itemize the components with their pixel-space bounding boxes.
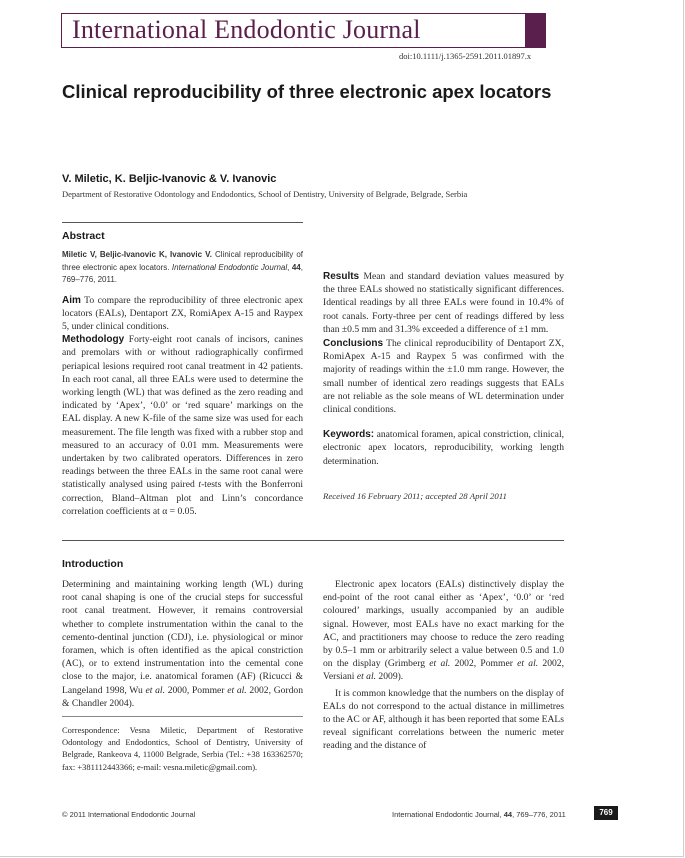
aim-text: To compare the reproducibility of three electronic apex locators (EALs), Dentaport ZX, RomiApex A-15 and Raypex 5, under clinical conditions. xyxy=(62,294,303,332)
correspondence: Correspondence: Vesna Miletic, Department of Restorative Odontology and Endodontics, School of Dentistry, University of Belgrade, Rankeova 4, 11000 Belgrade, Serbia (Tel.: +38 163362570; fax: +381112443366; e-mail: vesna.miletic@gmail.com). xyxy=(62,725,303,772)
introduction-paragraph-3: It is common knowledge that the numbers on the display of EALs do not correspond to the actual distance in millimetres to the AC or AF, although it has been reported that some EALs reveal significant correlations between the numeric meter reading and the distance of xyxy=(323,687,564,752)
results-label: Results xyxy=(323,271,360,282)
conclusions-text: The clinical reproducibility of Dentaport ZX, RomiApex A-15 and Raypex 5 was confirmed with the majority of readings within the ±1.0 mm range. However, the small number of identical zero readings suggests that EALs are not reliable as the sole means of WL determination under clinical conditions. xyxy=(323,338,564,416)
journal-color-swatch xyxy=(525,14,545,47)
abstract-left-column xyxy=(62,249,303,518)
abstract-citation xyxy=(62,249,303,287)
intro-p1-text: Determining and maintaining working length (WL) during root canal shaping is one of the crucial steps for successful root canal treatment. However, it remains controversial whether to complete instrumentation within the canal to the cemento-dentinal junction (CDJ), i.e. physiological or minor foramen, which is often identified as the apical constriction (AC), or to extend instrumentation into the cemental cone close to the major, i.e. anatomical foramen (AF) (Ricucci & Langeland 1998, Wu xyxy=(62,579,303,696)
intro-p1-etal-2: et al. xyxy=(227,684,247,696)
journal-name: International Endodontic Journal xyxy=(72,15,421,44)
methodology-text2: -tests with the Bonferroni correction, Bland–Altman plot and Linn’s concordance correlation coefficients at α = 0.05. xyxy=(62,479,303,517)
abstract-right-column xyxy=(323,231,564,468)
intro-p1-text-c: 2002, Gordon & Chandler 2004). xyxy=(62,684,304,709)
affiliation: Department of Restorative Odontology and Endodontics, School of Dentistry, University of Belgrade, Belgrade, Serbia xyxy=(62,189,468,199)
methodology-t: t xyxy=(198,479,202,491)
keywords-label: Keywords: xyxy=(323,429,375,441)
citation-sep: , xyxy=(287,262,292,272)
abstract-heading: Abstract xyxy=(62,230,105,242)
introduction-right-column xyxy=(323,552,564,753)
intro-p2-etal-1: et al. xyxy=(429,658,451,670)
received-dates: Received 16 February 2011; accepted 28 April 2011 xyxy=(323,491,507,501)
intro-p2-text-c: 2002, Versiani xyxy=(323,658,564,683)
intro-p2-etal-2: et al. xyxy=(517,658,539,670)
footer-copyright: © 2011 International Endodontic Journal xyxy=(62,810,196,819)
methodology-paragraph xyxy=(62,333,303,518)
footer-journal-reference xyxy=(392,810,566,819)
doi[interactable]: doi:10.1111/j.1365-2591.2011.01897.x xyxy=(399,51,532,61)
journal-header-box xyxy=(61,13,546,48)
authors: V. Miletic, K. Beljic-Ivanovic & V. Ivanovic xyxy=(62,173,277,185)
results-paragraph xyxy=(323,270,564,336)
citation-journal: International Endodontic Journal xyxy=(171,262,288,272)
abstract-bottom-rule xyxy=(62,540,564,541)
intro-p1-etal-1: et al. xyxy=(145,684,165,696)
citation-volume: 44 xyxy=(291,262,301,272)
citation-pages: , 769–776, 2011. xyxy=(62,262,303,284)
article-title: Clinical reproducibility of three electronic apex locators xyxy=(62,81,552,102)
introduction-paragraph-2 xyxy=(323,578,564,684)
abstract-top-rule xyxy=(62,222,303,223)
footnote-rule xyxy=(62,716,303,717)
conclusions-label: Conclusions xyxy=(323,338,384,350)
introduction-left-column xyxy=(62,578,303,710)
intro-p1-text-b: 2000, Pommer xyxy=(164,684,228,696)
footer-ref-b: , 769–776, 2011 xyxy=(512,810,566,819)
citation-title: Clinical reproducibility of three electronic apex locators. xyxy=(62,250,303,272)
introduction-paragraph-1 xyxy=(62,578,303,710)
page-number-badge: 769 xyxy=(594,806,618,820)
methodology-label: Methodology xyxy=(62,334,125,346)
intro-p2-text: Electronic apex locators (EALs) distinctively display the end-point of the root canal either as ‘Apex’, ‘0.0’ or ‘red coloured’ markings, usually accompanied by an audible signal. However, most EALs have no exact marking for the AC, and practitioners may choose to reduce the zero reading by 0.5–1 mm or arbitrarily select a value between 0.5 and 1.0 on the display (Grimberg xyxy=(323,579,564,670)
intro-p2-etal-3: et al. xyxy=(356,671,377,683)
methodology-text: Forty-eight root canals of incisors, canines and premolars with or without radiographically confirmed periapical lesions required root canal treatment in 42 patients. In each root canal, all three EALs were used to determine the working length (WL) that was defined as the zero reading and indicated by ‘Apex’, ‘0.0’ or ‘red square’ markings on the EAL display. A new K-file of the same size was used for each measurement. The file length was fixed with a rubber stop and measured to an accuracy of 0.01 mm. Measurements were undertaken by two calibrated operators. Differences in zero readings between the three EALs in the same root canal were statistically analysed using paired xyxy=(62,334,303,491)
intro-p2-text-d: 2009). xyxy=(376,671,404,683)
footer-ref-a: International Endodontic Journal, xyxy=(392,810,504,819)
keywords-paragraph xyxy=(323,428,564,468)
results-text: Mean and standard deviation values measured by the three EALs showed no statistically significant differences. Identical readings by all three EALs were found in 10.4% of root canals. Forty-three per cent of readings differed by less than ±0.5 mm and 31.3% exceeded a difference of ±1 mm. xyxy=(323,271,564,335)
citation-authors: Miletic V, Beljic-Ivanovic K, Ivanovic V. xyxy=(62,250,212,259)
aim-label: Aim xyxy=(62,294,81,306)
footer-ref-vol: 44 xyxy=(503,810,513,819)
introduction-heading: Introduction xyxy=(62,558,124,570)
intro-p2-text-b: 2002, Pommer xyxy=(450,658,518,670)
keywords-text: anatomical foramen, apical constriction, clinical, electronic apex locators, reproducibility, working length determination. xyxy=(323,429,565,467)
conclusions-paragraph xyxy=(323,337,564,416)
aim-paragraph xyxy=(62,294,303,334)
